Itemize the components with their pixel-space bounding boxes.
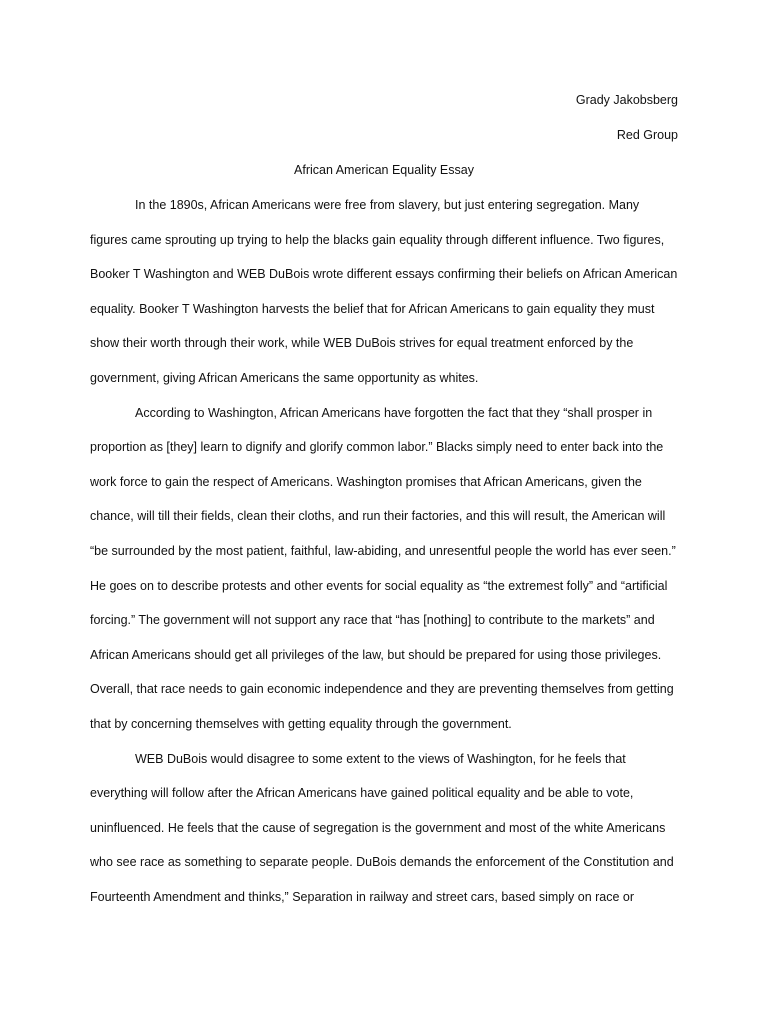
group-name: Red Group (616, 128, 678, 142)
paragraph-3: WEB DuBois would disagree to some extent to the views of Washington, for he feels that everything will follow after the African Americans have gained political equality and be able to vote, uninfluenced. He feels that the cause of segregation is the government and most of the white Americans who see race as something to separate people. DuBois demands the enforcement of the Constitution and Fourteenth Amendment and thinks,” Separation in railway and street cars, based simply on race or (90, 751, 674, 904)
author-name: Grady Jakobsberg (575, 93, 678, 107)
essay-title: African American Equality Essay (294, 163, 474, 177)
paragraph-2: According to Washington, African Americans have forgotten the fact that they “shall prosper in proportion as [they] learn to dignify and glorify common labor.” Blacks simply need to enter back into the work force to gain the respect of Americans. Washington promises that African Americans, given the chance, will till their fields, clean their cloths, and run their factories, and this will result, the American will “be surrounded by the most patient, faithful, law-abiding, and unresentful people the world has ever seen.” He goes on to describe protests and other events for social equality as “the extremest folly” and “artificial forcing.” The government will not support any race that “has [nothing] to contribute to the markets” and African Americans should get all privileges of the law, but should be prepared for using those privileges. Overall, that race needs to gain economic independence and they are preventing themselves from getting that by concerning themselves with getting equality through the government. (90, 405, 676, 731)
paragraph-1: In the 1890s, African Americans were free from slavery, but just entering segregation. Many figures came sprouting up trying to help the blacks gain equality through different influence. Two figures, Booker T Washington and WEB DuBois wrote different essays confirming their beliefs on African American equality. Booker T Washington harvests the belief that for African Americans to gain equality they must show their worth through their work, while WEB DuBois strives for equal treatment enforced by the government, giving African Americans the same opportunity as whites. (90, 198, 678, 385)
essay-body (90, 188, 678, 914)
